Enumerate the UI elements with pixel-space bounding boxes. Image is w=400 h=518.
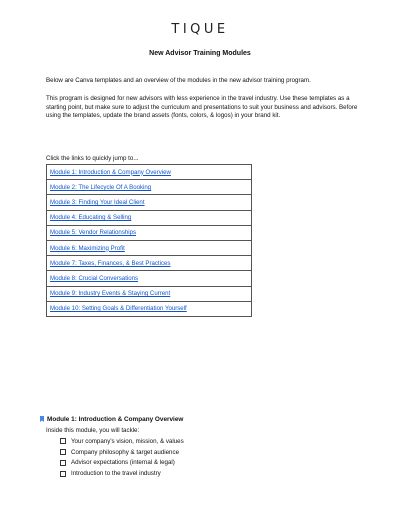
module-link-10[interactable]: Module 10: Setting Goals & Differentiation Yourself: [50, 305, 187, 313]
list-item: [60, 447, 360, 458]
table-row: [47, 180, 252, 195]
intro-paragraph-2: This program is designed for new advisors with less experience in the travel industry. Use these templates as a starting point, but make sure to adjust the curriculum and presentations to suit your business and advisors. Before using the templates, update the brand assets (fonts, colors, & logos) in your brand kit.: [46, 95, 358, 120]
module-link-3[interactable]: Module 3: Finding Your Ideal Client: [50, 198, 145, 206]
module-1-section: [40, 414, 360, 479]
table-row: [47, 195, 252, 210]
module-link-6[interactable]: Module 6: Maximizing Profit: [50, 244, 125, 252]
module-link-8[interactable]: Module 8: Crucial Conversations: [50, 274, 139, 282]
table-row: [47, 286, 252, 301]
table-row: [47, 240, 252, 255]
checklist-label: Advisor expectations (internal & legal): [71, 459, 175, 467]
table-row: [47, 165, 252, 180]
module-link-9[interactable]: Module 9: Industry Events & Staying Current: [50, 290, 171, 298]
checkbox[interactable]: [60, 471, 66, 477]
jump-links-label: Click the links to quickly jump to...: [46, 155, 139, 162]
intro-paragraph-1: Below are Canva templates and an overview of the modules in the new advisor training program.: [46, 77, 311, 84]
table-row: [47, 271, 252, 286]
module-links-table: [46, 164, 252, 317]
checklist: [60, 436, 360, 479]
page-title: New Advisor Training Modules: [149, 50, 251, 57]
module-link-4[interactable]: Module 4: Educating & Selling: [50, 214, 132, 222]
table-row: [47, 301, 252, 316]
table-row: [47, 225, 252, 240]
list-item: [60, 458, 360, 469]
table-row: [47, 210, 252, 225]
checklist-label: Company philosophy & target audience: [71, 448, 180, 456]
checklist-label: Introduction to the travel industry: [71, 470, 161, 478]
checkbox[interactable]: [60, 449, 66, 455]
checkbox[interactable]: [60, 460, 66, 466]
table-row: [47, 256, 252, 271]
brand-logo: TIQUE: [171, 22, 229, 37]
module-link-7[interactable]: Module 7: Taxes, Finances, & Best Practices: [50, 259, 171, 267]
bookmark-icon[interactable]: [40, 416, 44, 422]
checklist-label: Your company's vision, mission, & values: [71, 437, 184, 445]
module-link-5[interactable]: Module 5: Vendor Relationships: [50, 229, 137, 237]
section-heading: Module 1: Introduction & Company Overview: [47, 415, 184, 423]
module-link-1[interactable]: Module 1: Introduction & Company Overview: [50, 168, 171, 176]
module-link-2[interactable]: Module 2: The Lifecycle Of A Booking: [50, 183, 152, 191]
section-intro: Inside this module, you will tackle:: [46, 427, 140, 434]
list-item: [60, 468, 360, 479]
checkbox[interactable]: [60, 438, 66, 444]
section-header: [40, 414, 360, 424]
list-item: [60, 436, 360, 447]
